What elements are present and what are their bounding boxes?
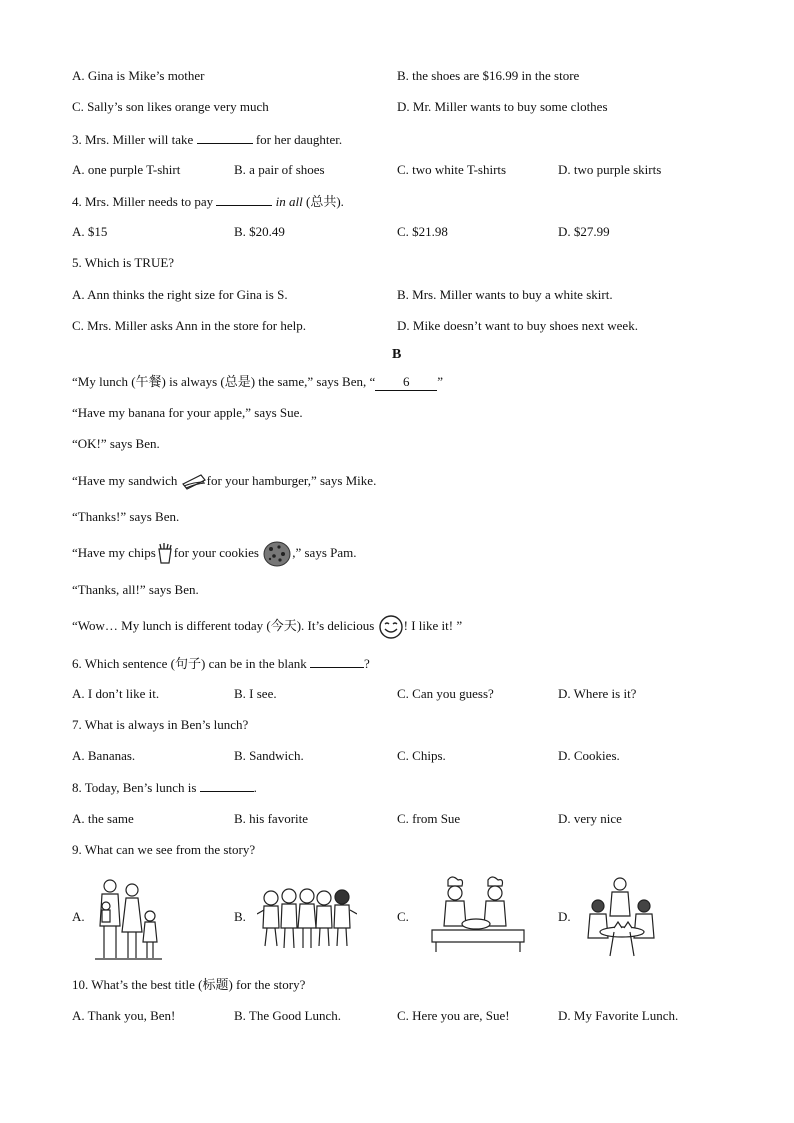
q10-option-d[interactable]: D. My Favorite Lunch. (558, 1008, 679, 1023)
story-text: “My lunch (午餐) is always (总是) the same,” says Ben, “ (72, 374, 376, 389)
q9-option-d[interactable]: D. (558, 909, 571, 924)
question-6 (72, 655, 370, 672)
question-5: 5. Which is TRUE? (72, 255, 175, 270)
q7-option-c[interactable]: C. Chips. (397, 748, 446, 763)
q8-stem-pre: 8. Today, Ben’s lunch is (72, 780, 200, 795)
story-line-7: “Thanks, all!” says Ben. (72, 582, 199, 597)
q4-italic: in all (275, 194, 303, 209)
children-illustration[interactable] (257, 884, 357, 954)
story-text: “Have my chips (72, 545, 156, 560)
question-9: 9. What can we see from the story? (72, 842, 256, 857)
q3-option-b[interactable]: B. a pair of shoes (234, 162, 325, 177)
option-a[interactable]: A. Gina is Mike’s mother (72, 68, 205, 83)
story-line-6 (72, 539, 357, 568)
q3-option-c[interactable]: C. two white T-shirts (397, 162, 507, 177)
q9-option-b[interactable]: B. (234, 909, 246, 924)
answer-blank[interactable] (216, 193, 272, 206)
q8-stem-post: . (253, 780, 257, 795)
answer-blank[interactable] (310, 655, 364, 668)
story-line-1 (72, 374, 443, 391)
story-line-5: “Thanks!” says Ben. (72, 509, 180, 524)
q4-stem-pre: 4. Mrs. Miller needs to pay (72, 194, 217, 209)
family-illustration[interactable] (90, 876, 166, 960)
q3-stem-pre: 3. Mrs. Miller will take (72, 132, 197, 147)
q4-option-a[interactable]: A. $15 (72, 224, 108, 239)
question-8 (72, 779, 257, 796)
story-line-8 (72, 612, 462, 640)
question-4 (72, 193, 344, 210)
story-text: “Wow… My lunch is different today (今天). It’s delicious (72, 618, 378, 633)
q5-option-a[interactable]: A. Ann thinks the right size for Gina is S. (72, 287, 288, 302)
question-10: 10. What’s the best title (标题) for the story? (72, 977, 306, 992)
q8-option-b[interactable]: B. his favorite (234, 811, 309, 826)
q3-stem-post: for her daughter. (252, 132, 343, 147)
q10-option-b[interactable]: B. The Good Lunch. (234, 1008, 341, 1023)
story-line-3: “OK!” says Ben. (72, 436, 160, 451)
section-heading: B (392, 347, 402, 362)
cooking-illustration[interactable] (430, 876, 526, 952)
q6-option-a[interactable]: A. I don’t like it. (72, 686, 160, 701)
q6-option-b[interactable]: B. I see. (234, 686, 277, 701)
answer-blank[interactable] (200, 779, 254, 792)
q8-option-d[interactable]: D. very nice (558, 811, 622, 826)
option-d[interactable]: D. Mr. Miller wants to buy some clothes (397, 99, 608, 114)
question-3 (72, 131, 342, 148)
story-text: for your cookies (173, 545, 263, 560)
option-c[interactable]: C. Sally’s son likes orange very much (72, 99, 269, 114)
q5-option-d[interactable]: D. Mike doesn’t want to buy shoes next week. (397, 318, 638, 333)
story-line-2: “Have my banana for your apple,” says Sue. (72, 405, 303, 420)
story-text: ” (437, 374, 444, 389)
restaurant-illustration[interactable] (584, 876, 660, 958)
option-b[interactable]: B. the shoes are $16.99 in the store (397, 68, 580, 83)
q8-option-a[interactable]: A. the same (72, 811, 134, 826)
q6-stem-post: ? (364, 656, 370, 671)
q3-option-d[interactable]: D. two purple skirts (558, 162, 662, 177)
q6-option-d[interactable]: D. Where is it? (558, 686, 637, 701)
q5-option-c[interactable]: C. Mrs. Miller asks Ann in the store for help. (72, 318, 306, 333)
blank-6[interactable]: 6 (375, 374, 437, 391)
story-text: “Have my sandwich (72, 473, 181, 488)
q5-option-b[interactable]: B. Mrs. Miller wants to buy a white skirt. (397, 287, 613, 302)
smiley-icon (378, 615, 404, 639)
chips-icon (156, 543, 174, 565)
cookie-icon (262, 540, 292, 568)
question-7: 7. What is always in Ben’s lunch? (72, 717, 249, 732)
answer-blank[interactable] (197, 131, 253, 144)
story-text: ,” says Pam. (292, 545, 357, 560)
story-text: ! I like it! ” (403, 618, 463, 633)
q4-option-b[interactable]: B. $20.49 (234, 224, 285, 239)
story-text: for your hamburger,” says Mike. (206, 473, 377, 488)
q10-option-a[interactable]: A. Thank you, Ben! (72, 1008, 176, 1023)
q3-option-a[interactable]: A. one purple T-shirt (72, 162, 181, 177)
q7-option-b[interactable]: B. Sandwich. (234, 748, 304, 763)
sandwich-icon (181, 472, 207, 492)
story-line-4 (72, 468, 376, 494)
q4-stem-post: (总共). (302, 194, 344, 209)
q10-option-c[interactable]: C. Here you are, Sue! (397, 1008, 510, 1023)
q9-option-c[interactable]: C. (397, 909, 409, 924)
q6-option-c[interactable]: C. Can you guess? (397, 686, 494, 701)
q6-stem-pre: 6. Which sentence (句子) can be in the blank (72, 656, 311, 671)
q7-option-d[interactable]: D. Cookies. (558, 748, 620, 763)
q8-option-c[interactable]: C. from Sue (397, 811, 461, 826)
q7-option-a[interactable]: A. Bananas. (72, 748, 136, 763)
q9-option-a[interactable]: A. (72, 909, 85, 924)
q4-option-d[interactable]: D. $27.99 (558, 224, 610, 239)
q4-option-c[interactable]: C. $21.98 (397, 224, 448, 239)
